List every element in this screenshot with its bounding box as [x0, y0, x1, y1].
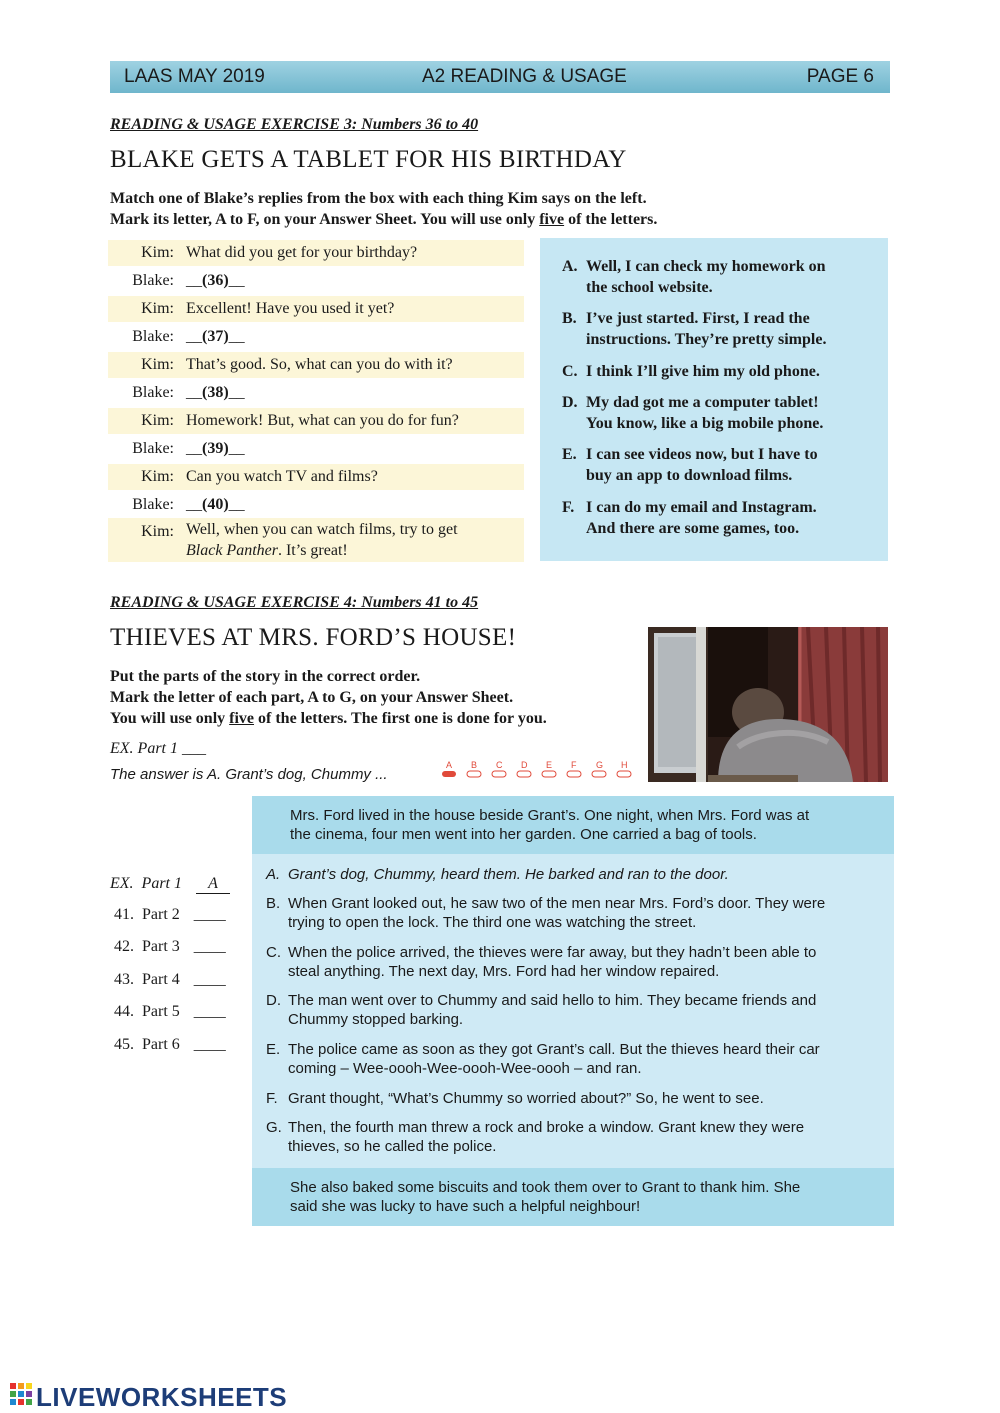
exercise-3-instructions	[110, 188, 657, 230]
exercise-3-title: BLAKE GETS A TABLET FOR HIS BIRTHDAY	[110, 146, 627, 173]
dialogue-text: That’s good. So, what can you do with it?	[186, 356, 453, 373]
answer-blank-43[interactable]: ____	[193, 971, 226, 988]
speaker: Blake:	[132, 440, 174, 457]
header-right: PAGE 6	[806, 66, 874, 87]
dialogue-text: Well, when you can watch films, try to get Black Panther. It’s great!	[186, 521, 458, 559]
dialogue-blake-36	[108, 268, 524, 294]
answer-value: A	[196, 875, 230, 894]
answer-row-42: 42. Part 3 ____	[114, 938, 226, 955]
dialogue-blake-38	[108, 380, 524, 406]
header-left: LAAS MAY 2019	[124, 66, 265, 87]
instruction-line: Mark the letter of each part, A to G, on your Answer Sheet.	[110, 689, 514, 706]
answer-row-41: 41. Part 2 ____	[114, 906, 226, 923]
reply-option-b: B. I’ve just started. First, I read the instructions. They’re pretty simple.	[562, 310, 827, 348]
speaker: Blake:	[132, 496, 174, 513]
speaker: Kim:	[141, 356, 174, 373]
dialogue-blake-37	[108, 324, 524, 350]
reply-option-a: A. Well, I can check my homework on the school website.	[562, 258, 826, 296]
story-part-g: G. Then, the fourth man threw a rock and broke a window. Grant knew they were thieves, so he called the police.	[266, 1119, 805, 1155]
story-part-b: B. When Grant looked out, he saw two of the men near Mrs. Ford’s door. They were trying to open the lock. The third one was watching the street.	[266, 895, 826, 931]
speaker: Kim:	[141, 468, 174, 485]
answer-row-45: 45. Part 6 ____	[114, 1036, 226, 1053]
liveworksheets-logo-icon	[10, 1383, 32, 1407]
speaker: Kim:	[141, 244, 174, 261]
dialogue-kim-3	[108, 352, 524, 378]
exercise-4-label: READING & USAGE EXERCISE 4: Numbers 41 to 45	[110, 594, 479, 611]
answer-row-44: 44. Part 5 ____	[114, 1003, 226, 1020]
reply-option-c: C. I think I’ll give him my old phone.	[562, 363, 820, 380]
story-part-e: E. The police came as soon as they got Grant’s call. But the thieves heard their car coming – Wee-oooh-Wee-oooh-Wee-oooh – and ran.	[266, 1041, 820, 1077]
speaker: Blake:	[132, 272, 174, 289]
example-answer: The answer is A. Grant’s dog, Chummy ...	[110, 766, 388, 783]
instruction-line: You will use only five of the letters. The first one is done for you.	[110, 710, 547, 727]
story-photo	[648, 627, 888, 782]
example-line: EX. Part 1 ___	[110, 740, 206, 757]
speaker: Kim:	[141, 523, 174, 540]
story-part-f: F. Grant thought, “What’s Chummy so worried about?” So, he went to see.	[266, 1090, 764, 1107]
dialogue-kim-1	[108, 240, 524, 266]
bubble-sheet-icon	[440, 762, 636, 780]
instruction-line: Mark its letter, A to F, on your Answer Sheet. You will use only five of the letters.	[110, 211, 658, 228]
dialogue-text: Homework! But, what can you do for fun?	[186, 412, 459, 429]
answer-blank-39[interactable]: __(39)__	[186, 440, 245, 457]
film-title: Black Panther	[186, 542, 278, 559]
dialogue-kim-2	[108, 296, 524, 322]
answer-blank-45[interactable]: ____	[193, 1036, 226, 1053]
instruction-line: Match one of Blake’s replies from the box with each thing Kim says on the left.	[110, 190, 647, 207]
answer-blank-41[interactable]: ____	[193, 906, 226, 923]
emphasis-five: five	[539, 211, 565, 228]
dialogue-kim-6	[108, 518, 524, 562]
dialogue-text: Can you watch TV and films?	[186, 468, 378, 485]
speaker: Kim:	[141, 300, 174, 317]
reply-option-e: E. I can see videos now, but I have to buy an app to download films.	[562, 446, 818, 484]
story-intro: Mrs. Ford lived in the house beside Grant’s. One night, when Mrs. Ford was at the cinema, four men went into her garden. One carried a bag of tools.	[252, 796, 894, 854]
instruction-line: Put the parts of the story in the correct order.	[110, 668, 421, 685]
dialogue-blake-40	[108, 492, 524, 518]
emphasis-five: five	[229, 710, 255, 727]
dialogue-kim-5	[108, 464, 524, 490]
exercise-3-label: READING & USAGE EXERCISE 3: Numbers 36 to 40	[110, 116, 479, 133]
dialogue-kim-4	[108, 408, 524, 434]
dialogue-blake-39	[108, 436, 524, 462]
speaker: Blake:	[132, 328, 174, 345]
exercise-4-title: THIEVES AT MRS. FORD’S HOUSE!	[110, 624, 517, 651]
exercise-4-instructions	[110, 666, 547, 729]
answer-blank-38[interactable]: __(38)__	[186, 384, 245, 401]
answer-blank-37[interactable]: __(37)__	[186, 328, 245, 345]
answer-blank-36[interactable]: __(36)__	[186, 272, 245, 289]
answer-blank-42[interactable]: ____	[193, 938, 226, 955]
answer-blank-44[interactable]: ____	[193, 1003, 226, 1020]
answer-row-43: 43. Part 4 ____	[114, 971, 226, 988]
page-header	[110, 61, 890, 93]
story-part-d: D. The man went over to Chummy and said hello to him. They became friends and Chummy stopped barking.	[266, 992, 817, 1028]
reply-option-f: F. I can do my email and Instagram. And there are some games, too.	[562, 499, 817, 537]
story-part-c: C. When the police arrived, the thieves were far away, but they hadn’t been able to steal anything. The next day, Mrs. Ford had her window repaired.	[266, 944, 817, 980]
answer-bubbles: A B C D E F G H	[440, 762, 636, 780]
liveworksheets-logo[interactable]: LIVEWORKSHEETS	[36, 1382, 288, 1412]
header-center: A2 READING & USAGE	[422, 66, 627, 87]
reply-option-d: D. My dad got me a computer tablet! You know, like a big mobile phone.	[562, 394, 824, 432]
thief-at-window-image	[648, 627, 888, 782]
answer-row-example: EX. Part 1 A	[110, 875, 230, 894]
story-part-a: A. Grant’s dog, Chummy, heard them. He barked and ran to the door.	[266, 866, 729, 883]
replies-box	[540, 238, 888, 561]
dialogue-text: Excellent! Have you used it yet?	[186, 300, 395, 317]
dialogue-text: What did you get for your birthday?	[186, 244, 418, 261]
speaker: Kim:	[141, 412, 174, 429]
speaker: Blake:	[132, 384, 174, 401]
story-outro: She also baked some biscuits and took them over to Grant to thank him. She said she was lucky to have such a helpful neighbour!	[252, 1168, 894, 1226]
answer-blank-40[interactable]: __(40)__	[186, 496, 245, 513]
